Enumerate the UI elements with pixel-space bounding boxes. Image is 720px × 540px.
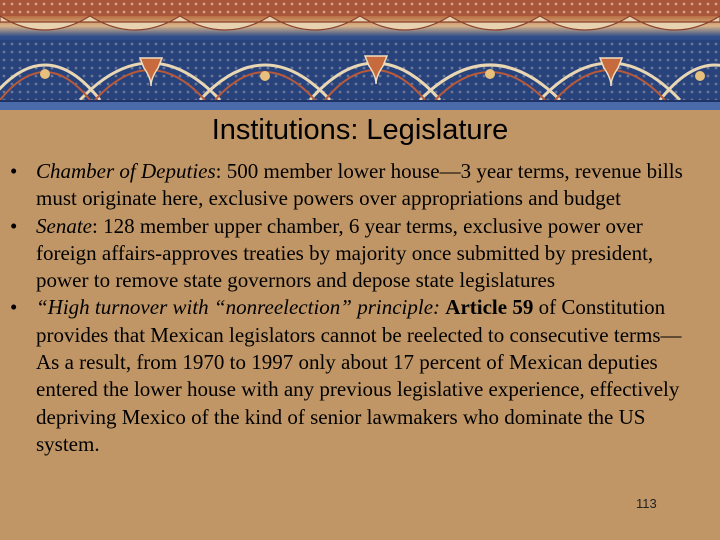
bullet-text: of Constitution provides that Mexican legislators cannot be reelected to consecutive terms—As a result, from 1970 to 1997 only about 17 percent of Mexican deputies entered the lower house with any previous legislative experience, effectively depriving Mexico of the kind of senior lawmakers who dominate the US system. xyxy=(36,295,682,456)
bullet-icon: • xyxy=(10,213,18,238)
bullet-text: : 500 member lower house—3 year terms, revenue bills must originate here, exclusive powers over appropriations and budget xyxy=(36,159,683,211)
bullet-term: Senate xyxy=(36,213,92,238)
bullet-icon: • xyxy=(10,295,18,320)
bullet-bold-term: Article 59 xyxy=(445,295,534,320)
bullet-item-senate xyxy=(10,213,700,295)
mosaic-pattern-icon xyxy=(0,0,720,108)
banner-divider xyxy=(0,100,720,110)
slide-title xyxy=(0,114,720,147)
bullet-term: Chamber of Deputies xyxy=(36,159,216,183)
page-number: 113 xyxy=(636,496,657,511)
mosaic-banner xyxy=(0,0,720,108)
slide-title-text: Institutions: Legislature xyxy=(211,114,509,146)
bullet-item-chamber xyxy=(10,158,700,213)
bullet-term: “High turnover with “nonreelection” principle: xyxy=(36,295,441,320)
bullet-list xyxy=(10,158,700,458)
bullet-icon: • xyxy=(10,159,18,183)
bullet-text: : 128 member upper chamber, 6 year terms, exclusive power over foreign affairs-approves treaties by majority once submitted by president, power to remove state governors and depose state legislatures xyxy=(36,213,654,293)
bullet-item-turnover xyxy=(10,294,700,458)
